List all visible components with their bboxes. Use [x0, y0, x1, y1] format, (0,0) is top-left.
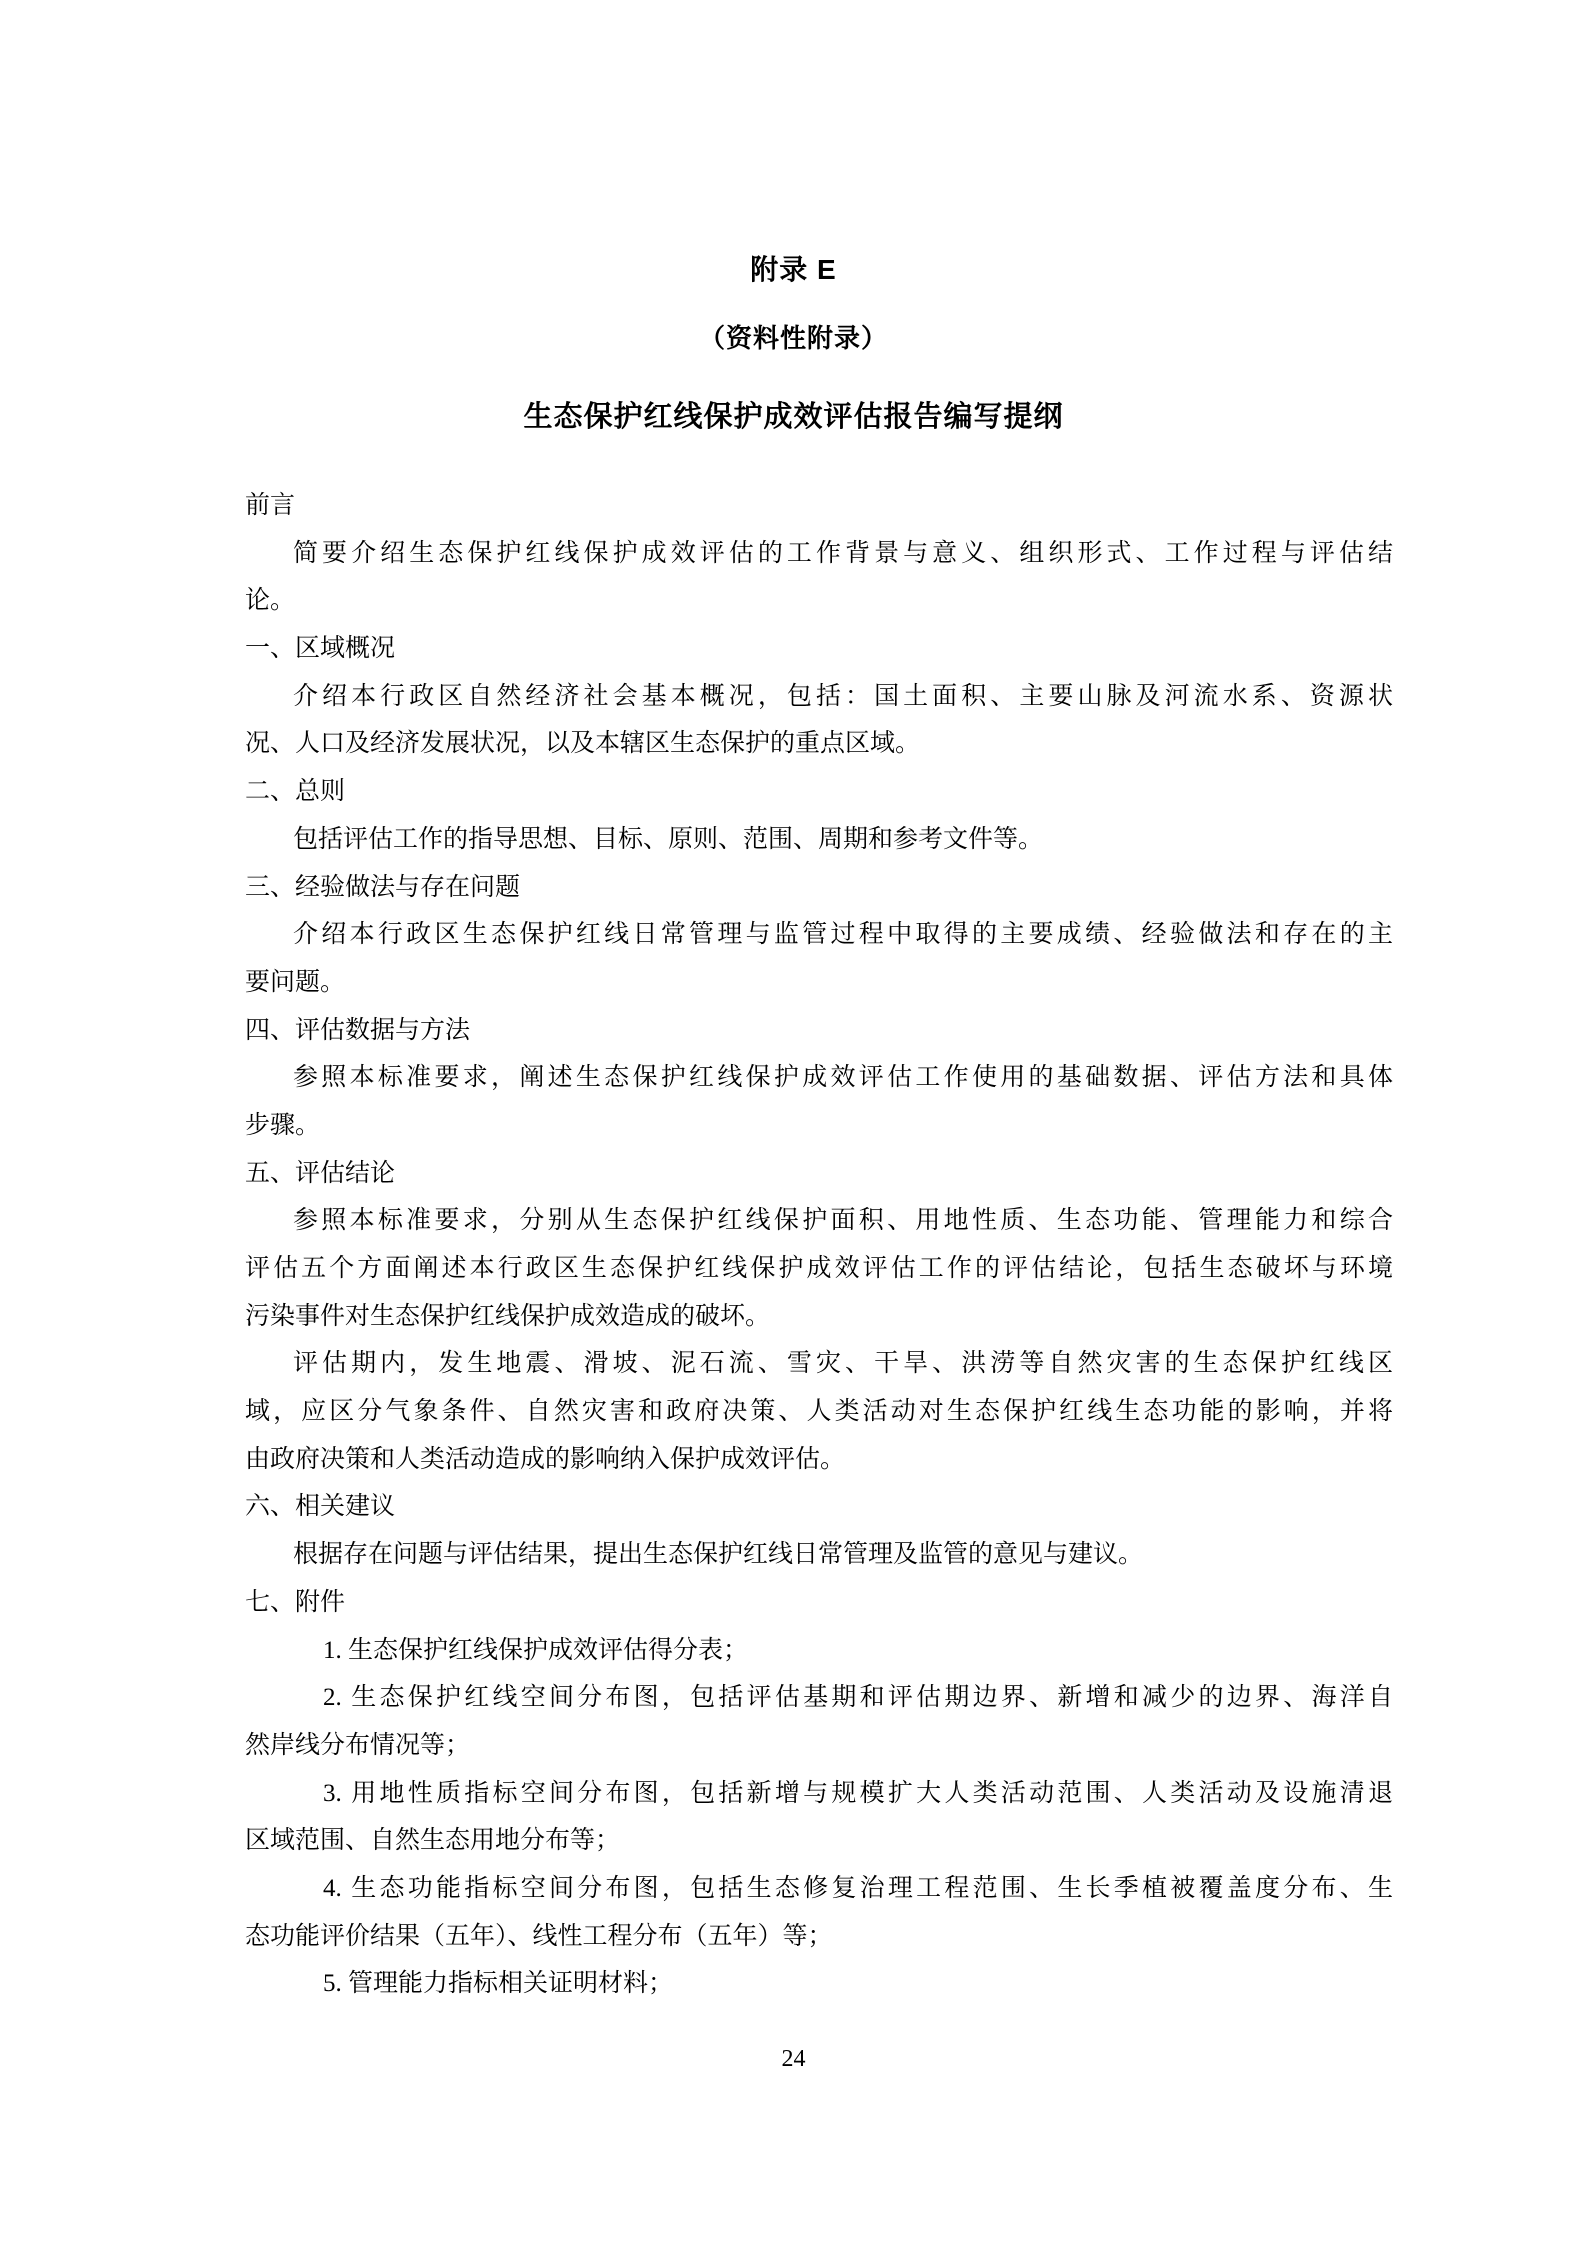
text-line: 1. 生态保护红线保护成效评估得分表； [323, 1636, 749, 1664]
text-line: 况、人口及经济发展状况，以及本辖区生态保护的重点区域。 [245, 730, 921, 758]
text-line: 4. 生态功能指标空间分布图，包括生态修复治理工程范围、生长季植被覆盖度分布、生 [323, 1874, 1393, 1902]
text-line: 态功能评价结果（五年）、线性工程分布（五年）等； [245, 1922, 833, 1950]
text-line: 前言 [245, 492, 296, 519]
text-line: 七、附件 [245, 1588, 346, 1616]
text-line: 由政府决策和人类活动造成的影响纳入保护成效评估。 [245, 1445, 846, 1473]
text-line: 介绍本行政区自然经济社会基本概况，包括：国土面积、主要山脉及河流水系、资源状 [293, 682, 1393, 710]
text-line: 六、相关建议 [245, 1493, 396, 1521]
text-line: 污染事件对生态保护红线保护成效造成的破坏。 [245, 1302, 771, 1330]
text-line: 介绍本行政区生态保护红线日常管理与监管过程中取得的主要成绩、经验做法和存在的主 [293, 921, 1393, 949]
text-line: 包括评估工作的指导思想、目标、原则、范围、周期和参考文件等。 [293, 825, 1044, 853]
text-line: 要问题。 [245, 968, 346, 996]
text-line: 参照本标准要求，分别从生态保护红线保护面积、用地性质、生态功能、管理能力和综合 [293, 1207, 1393, 1235]
text-line: 然岸线分布情况等； [245, 1731, 471, 1759]
appendix-type-label: （资料性附录） [698, 323, 888, 353]
document-body [245, 482, 1393, 2008]
page-number: 24 [781, 2046, 806, 2072]
text-line: 区域范围、自然生态用地分布等； [245, 1827, 621, 1855]
text-line: 三、经验做法与存在问题 [245, 873, 521, 901]
text-line: 域，应区分气象条件、自然灾害和政府决策、人类活动对生态保护红线生态功能的影响，并将 [245, 1398, 1393, 1426]
text-line: 二、总则 [245, 778, 346, 806]
text-line: 3. 用地性质指标空间分布图，包括新增与规模扩大人类活动范围、人类活动及设施清退 [323, 1779, 1393, 1807]
text-line: 2. 生态保护红线空间分布图，包括评估基期和评估期边界、新增和减少的边界、海洋自 [323, 1684, 1393, 1712]
text-line: 四、评估数据与方法 [245, 1016, 471, 1044]
text-line: 一、区域概况 [245, 635, 396, 663]
text-line: 简要介绍生态保护红线保护成效评估的工作背景与意义、组织形式、工作过程与评估结 [293, 539, 1393, 567]
text-line: 评估期内，发生地震、滑坡、泥石流、雪灾、干旱、洪涝等自然灾害的生态保护红线区 [293, 1350, 1393, 1378]
text-line: 根据存在问题与评估结果，提出生态保护红线日常管理及监管的意见与建议。 [293, 1541, 1144, 1569]
text-line: 评估五个方面阐述本行政区生态保护红线保护成效评估工作的评估结论，包括生态破坏与环境 [245, 1255, 1393, 1282]
appendix-label: 附录 E [750, 254, 837, 285]
text-line: 论。 [245, 587, 296, 615]
text-line: 参照本标准要求，阐述生态保护红线保护成效评估工作使用的基础数据、评估方法和具体 [293, 1064, 1393, 1092]
text-line: 五、评估结论 [245, 1159, 396, 1187]
text-line: 5. 管理能力指标相关证明材料； [323, 1970, 674, 1998]
document-title: 生态保护红线保护成效评估报告编写提纲 [523, 401, 1064, 433]
text-line: 步骤。 [245, 1111, 321, 1139]
